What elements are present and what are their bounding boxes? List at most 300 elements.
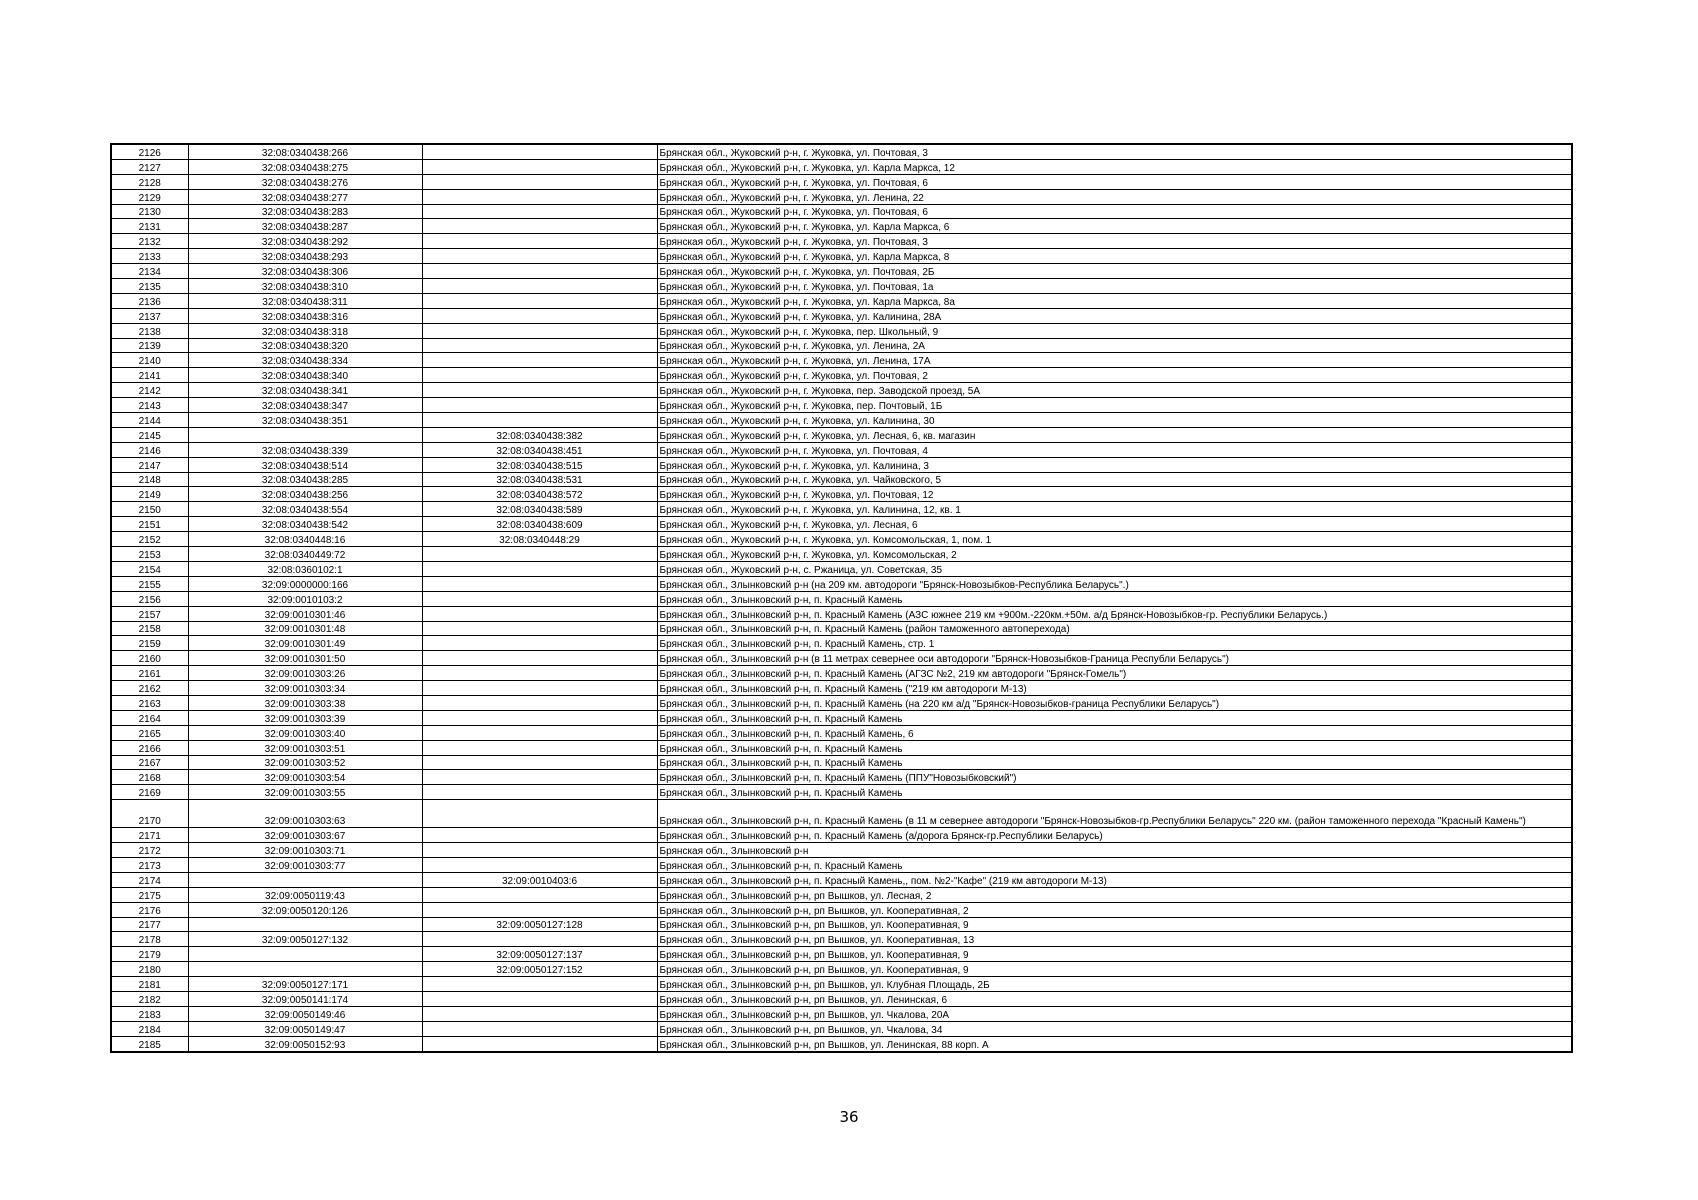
cadastral-number-cell: 32:08:0340438:347 <box>188 398 422 413</box>
linked-cadastral-number-cell <box>422 695 657 710</box>
linked-cadastral-number-cell: 32:09:0050127:152 <box>422 962 657 977</box>
linked-cadastral-number-cell: 32:09:0050127:137 <box>422 947 657 962</box>
address-cell: Брянская обл., Злынковский р-н, п. Красный Камень <box>657 755 1572 770</box>
row-number-cell: 2143 <box>111 398 188 413</box>
row-number-cell: 2154 <box>111 561 188 576</box>
table-row <box>111 681 1572 696</box>
linked-cadastral-number-cell: 32:08:0340438:451 <box>422 442 657 457</box>
row-number-cell: 2137 <box>111 308 188 323</box>
linked-cadastral-number-cell <box>422 932 657 947</box>
table-row <box>111 457 1572 472</box>
cadastral-number-cell: 32:08:0340438:340 <box>188 368 422 383</box>
table-row <box>111 843 1572 858</box>
row-number-cell: 2132 <box>111 234 188 249</box>
address-cell: Брянская обл., Жуковский р-н, г. Жуковка, ул. Карла Маркса, 12 <box>657 159 1572 174</box>
row-number-cell: 2159 <box>111 636 188 651</box>
linked-cadastral-number-cell <box>422 323 657 338</box>
row-number-cell: 2135 <box>111 279 188 294</box>
address-cell: Брянская обл., Злынковский р-н, рп Вышков, ул. Кооперативная, 13 <box>657 932 1572 947</box>
table-row <box>111 264 1572 279</box>
linked-cadastral-number-cell <box>422 725 657 740</box>
address-cell: Брянская обл., Жуковский р-н, г. Жуковка, пер. Школьный, 9 <box>657 323 1572 338</box>
row-number-cell: 2136 <box>111 293 188 308</box>
table-row <box>111 219 1572 234</box>
table-row <box>111 189 1572 204</box>
address-cell: Брянская обл., Злынковский р-н (на 209 км. автодороги "Брянск-Новозыбков-Республика Беларусь".) <box>657 576 1572 591</box>
linked-cadastral-number-cell <box>422 902 657 917</box>
document-table-container <box>110 143 1571 1053</box>
cadastral-number-cell: 32:09:0010303:26 <box>188 666 422 681</box>
row-number-cell: 2152 <box>111 532 188 547</box>
table-row <box>111 427 1572 442</box>
table-row <box>111 1006 1572 1021</box>
table-row <box>111 902 1572 917</box>
linked-cadastral-number-cell: 32:08:0340438:382 <box>422 427 657 442</box>
table-row <box>111 991 1572 1006</box>
cadastral-number-cell: 32:09:0010303:55 <box>188 785 422 800</box>
table-row <box>111 383 1572 398</box>
table-row <box>111 249 1572 264</box>
address-cell: Брянская обл., Злынковский р-н, п. Красный Камень <box>657 740 1572 755</box>
row-number-cell: 2144 <box>111 413 188 428</box>
cadastral-number-cell: 32:08:0340438:293 <box>188 249 422 264</box>
table-row <box>111 293 1572 308</box>
linked-cadastral-number-cell <box>422 606 657 621</box>
cadastral-number-cell <box>188 962 422 977</box>
address-cell: Брянская обл., Жуковский р-н, г. Жуковка, ул. Комсомольская, 2 <box>657 547 1572 562</box>
address-cell: Брянская обл., Злынковский р-н, п. Красный Камень (а/дорога Брянск-гр.Республики Беларусь) <box>657 828 1572 843</box>
row-number-cell: 2127 <box>111 159 188 174</box>
row-number-cell: 2145 <box>111 427 188 442</box>
table-row <box>111 398 1572 413</box>
table-row <box>111 487 1572 502</box>
address-cell: Брянская обл., Жуковский р-н, г. Жуковка, ул. Почтовая, 3 <box>657 234 1572 249</box>
linked-cadastral-number-cell <box>422 740 657 755</box>
address-cell: Брянская обл., Злынковский р-н, рп Вышков, ул. Кооперативная, 9 <box>657 947 1572 962</box>
address-cell: Брянская обл., Злынковский р-н, п. Красный Камень (на 220 км а/д "Брянск-Новозыбков-граница Республики Беларусь") <box>657 695 1572 710</box>
linked-cadastral-number-cell <box>422 219 657 234</box>
row-number-cell: 2180 <box>111 962 188 977</box>
cadastral-number-cell: 32:08:0340438:311 <box>188 293 422 308</box>
linked-cadastral-number-cell <box>422 755 657 770</box>
linked-cadastral-number-cell: 32:08:0340448:29 <box>422 532 657 547</box>
linked-cadastral-number-cell <box>422 887 657 902</box>
cadastral-number-cell: 32:09:0010301:50 <box>188 651 422 666</box>
table-row <box>111 666 1572 681</box>
address-cell: Брянская обл., Злынковский р-н, рп Вышков, ул. Кооперативная, 9 <box>657 917 1572 932</box>
cadastral-number-cell: 32:09:0010303:34 <box>188 681 422 696</box>
address-cell: Брянская обл., Жуковский р-н, г. Жуковка, ул. Калинина, 28А <box>657 308 1572 323</box>
address-cell: Брянская обл., Злынковский р-н, п. Красный Камень <box>657 785 1572 800</box>
cadastral-number-cell: 32:09:0050149:46 <box>188 1006 422 1021</box>
address-cell: Брянская обл., Злынковский р-н, рп Вышков, ул. Лесная, 2 <box>657 887 1572 902</box>
table-row <box>111 279 1572 294</box>
row-number-cell: 2141 <box>111 368 188 383</box>
cadastral-table <box>110 143 1573 1053</box>
linked-cadastral-number-cell <box>422 249 657 264</box>
address-cell: Брянская обл., Злынковский р-н, рп Вышков, ул. Чкалова, 34 <box>657 1021 1572 1036</box>
linked-cadastral-number-cell <box>422 843 657 858</box>
linked-cadastral-number-cell <box>422 785 657 800</box>
cadastral-number-cell: 32:08:0340438:256 <box>188 487 422 502</box>
table-row <box>111 204 1572 219</box>
cadastral-number-cell: 32:08:0340438:320 <box>188 338 422 353</box>
linked-cadastral-number-cell <box>422 547 657 562</box>
row-number-cell: 2155 <box>111 576 188 591</box>
table-row <box>111 887 1572 902</box>
address-cell: Брянская обл., Жуковский р-н, г. Жуковка, ул. Почтовая, 2 <box>657 368 1572 383</box>
address-cell: Брянская обл., Злынковский р-н, рп Вышков, ул. Кооперативная, 9 <box>657 962 1572 977</box>
row-number-cell: 2162 <box>111 681 188 696</box>
table-row <box>111 962 1572 977</box>
linked-cadastral-number-cell <box>422 279 657 294</box>
table-row <box>111 651 1572 666</box>
table-row <box>111 770 1572 785</box>
table-row <box>111 413 1572 428</box>
linked-cadastral-number-cell <box>422 666 657 681</box>
address-cell: Брянская обл., Жуковский р-н, г. Жуковка, ул. Почтовая, 6 <box>657 204 1572 219</box>
table-row <box>111 532 1572 547</box>
cadastral-number-cell: 32:08:0340438:285 <box>188 472 422 487</box>
cadastral-number-cell <box>188 427 422 442</box>
row-number-cell: 2157 <box>111 606 188 621</box>
linked-cadastral-number-cell <box>422 591 657 606</box>
cadastral-number-cell: 32:09:0010303:38 <box>188 695 422 710</box>
cadastral-number-cell: 32:09:0010303:52 <box>188 755 422 770</box>
cadastral-number-cell: 32:09:0050149:47 <box>188 1021 422 1036</box>
cadastral-number-cell: 32:08:0340438:306 <box>188 264 422 279</box>
cadastral-number-cell: 32:09:0050127:171 <box>188 977 422 992</box>
cadastral-number-cell: 32:09:0010303:77 <box>188 857 422 872</box>
table-row <box>111 308 1572 323</box>
table-row <box>111 442 1572 457</box>
address-cell: Брянская обл., Злынковский р-н, п. Красный Камень ("219 км автодороги М-13) <box>657 681 1572 696</box>
row-number-cell: 2182 <box>111 991 188 1006</box>
address-cell: Брянская обл., Жуковский р-н, г. Жуковка, ул. Чайковского, 5 <box>657 472 1572 487</box>
table-row <box>111 561 1572 576</box>
address-cell: Брянская обл., Жуковский р-н, г. Жуковка, ул. Ленина, 2А <box>657 338 1572 353</box>
linked-cadastral-number-cell <box>422 828 657 843</box>
cadastral-number-cell: 32:09:0010303:40 <box>188 725 422 740</box>
table-row <box>111 159 1572 174</box>
address-cell: Брянская обл., Жуковский р-н, г. Жуковка, ул. Ленина, 22 <box>657 189 1572 204</box>
table-row <box>111 947 1572 962</box>
linked-cadastral-number-cell <box>422 174 657 189</box>
address-cell: Брянская обл., Жуковский р-н, г. Жуковка, ул. Почтовая, 12 <box>657 487 1572 502</box>
row-number-cell: 2133 <box>111 249 188 264</box>
linked-cadastral-number-cell: 32:08:0340438:531 <box>422 472 657 487</box>
cadastral-number-cell: 32:09:0010303:71 <box>188 843 422 858</box>
table-row <box>111 932 1572 947</box>
address-cell: Брянская обл., Злынковский р-н, п. Красный Камень <box>657 857 1572 872</box>
address-cell: Брянская обл., Жуковский р-н, г. Жуковка, ул. Почтовая, 2Б <box>657 264 1572 279</box>
cadastral-number-cell: 32:09:0050152:93 <box>188 1036 422 1051</box>
row-number-cell: 2172 <box>111 843 188 858</box>
address-cell: Брянская обл., Злынковский р-н, п. Красный Камень (ППУ"Новозыбковский") <box>657 770 1572 785</box>
table-row <box>111 144 1572 159</box>
table-row <box>111 695 1572 710</box>
row-number-cell: 2168 <box>111 770 188 785</box>
table-row <box>111 725 1572 740</box>
address-cell: Брянская обл., Злынковский р-н, п. Красный Камень, 6 <box>657 725 1572 740</box>
address-cell: Брянская обл., Жуковский р-н, г. Жуковка, ул. Карла Маркса, 6 <box>657 219 1572 234</box>
linked-cadastral-number-cell <box>422 710 657 725</box>
cadastral-number-cell: 32:09:0010301:46 <box>188 606 422 621</box>
linked-cadastral-number-cell <box>422 800 657 828</box>
row-number-cell: 2128 <box>111 174 188 189</box>
cadastral-number-cell: 32:08:0340438:316 <box>188 308 422 323</box>
cadastral-number-cell: 32:08:0340438:339 <box>188 442 422 457</box>
table-row <box>111 1036 1572 1051</box>
table-row <box>111 472 1572 487</box>
cadastral-number-cell: 32:08:0340438:554 <box>188 502 422 517</box>
table-row <box>111 755 1572 770</box>
row-number-cell: 2185 <box>111 1036 188 1051</box>
cadastral-number-cell: 32:08:0340438:287 <box>188 219 422 234</box>
linked-cadastral-number-cell <box>422 681 657 696</box>
table-row <box>111 785 1572 800</box>
row-number-cell: 2165 <box>111 725 188 740</box>
linked-cadastral-number-cell: 32:08:0340438:572 <box>422 487 657 502</box>
address-cell: Брянская обл., Злынковский р-н, рп Вышков, ул. Кооперативная, 2 <box>657 902 1572 917</box>
cadastral-number-cell: 32:08:0340448:16 <box>188 532 422 547</box>
address-cell: Брянская обл., Жуковский р-н, г. Жуковка, пер. Заводской проезд, 5А <box>657 383 1572 398</box>
table-row <box>111 606 1572 621</box>
address-cell: Брянская обл., Злынковский р-н, рп Вышков, ул. Ленинская, 88 корп. А <box>657 1036 1572 1051</box>
linked-cadastral-number-cell <box>422 857 657 872</box>
row-number-cell: 2130 <box>111 204 188 219</box>
cadastral-number-cell: 32:09:0050127:132 <box>188 932 422 947</box>
cadastral-number-cell: 32:09:0010303:39 <box>188 710 422 725</box>
address-cell: Брянская обл., Жуковский р-н, г. Жуковка, ул. Калинина, 3 <box>657 457 1572 472</box>
table-row <box>111 174 1572 189</box>
cadastral-number-cell: 32:09:0010303:51 <box>188 740 422 755</box>
cadastral-number-cell: 32:08:0340438:310 <box>188 279 422 294</box>
address-cell: Брянская обл., Злынковский р-н, рп Вышков, ул. Клубная Площадь, 2Б <box>657 977 1572 992</box>
cadastral-number-cell: 32:09:0050120:126 <box>188 902 422 917</box>
linked-cadastral-number-cell <box>422 576 657 591</box>
linked-cadastral-number-cell <box>422 621 657 636</box>
row-number-cell: 2177 <box>111 917 188 932</box>
row-number-cell: 2156 <box>111 591 188 606</box>
row-number-cell: 2166 <box>111 740 188 755</box>
table-row <box>111 872 1572 887</box>
linked-cadastral-number-cell <box>422 204 657 219</box>
row-number-cell: 2142 <box>111 383 188 398</box>
address-cell: Брянская обл., Злынковский р-н, п. Красный Камень <box>657 591 1572 606</box>
row-number-cell: 2131 <box>111 219 188 234</box>
table-row <box>111 502 1572 517</box>
table-row <box>111 621 1572 636</box>
row-number-cell: 2184 <box>111 1021 188 1036</box>
linked-cadastral-number-cell <box>422 338 657 353</box>
cadastral-number-cell: 32:08:0340438:514 <box>188 457 422 472</box>
linked-cadastral-number-cell <box>422 991 657 1006</box>
address-cell: Брянская обл., Злынковский р-н, п. Красный Камень (район таможенного автоперехода) <box>657 621 1572 636</box>
address-cell: Брянская обл., Злынковский р-н <box>657 843 1572 858</box>
table-row <box>111 234 1572 249</box>
address-cell: Брянская обл., Злынковский р-н, п. Красный Камень,, пом. №2-"Кафе" (219 км автодороги М-13) <box>657 872 1572 887</box>
address-cell: Брянская обл., Жуковский р-н, г. Жуковка, ул. Почтовая, 1а <box>657 279 1572 294</box>
cadastral-number-cell: 32:09:0000000:166 <box>188 576 422 591</box>
linked-cadastral-number-cell <box>422 368 657 383</box>
cadastral-number-cell: 32:09:0050119:43 <box>188 887 422 902</box>
cadastral-number-cell: 32:09:0010301:49 <box>188 636 422 651</box>
address-cell: Брянская обл., Злынковский р-н, п. Красный Камень (в 11 м севернее автодороги "Брянск-Новозыбков-гр.Республики Беларусь" 220 км. (район таможенного перехода "Красный Камень") <box>657 800 1572 828</box>
cadastral-number-cell: 32:09:0010303:67 <box>188 828 422 843</box>
address-cell: Брянская обл., Злынковский р-н, рп Вышков, ул. Ленинская, 6 <box>657 991 1572 1006</box>
cadastral-number-cell: 32:08:0340438:351 <box>188 413 422 428</box>
row-number-cell: 2151 <box>111 517 188 532</box>
cadastral-number-cell: 32:08:0340438:341 <box>188 383 422 398</box>
table-row <box>111 740 1572 755</box>
cadastral-number-cell: 32:09:0050141:174 <box>188 991 422 1006</box>
cadastral-number-cell: 32:09:0010303:63 <box>188 800 422 828</box>
linked-cadastral-number-cell <box>422 159 657 174</box>
table-row <box>111 800 1572 828</box>
address-cell: Брянская обл., Злынковский р-н, п. Красный Камень <box>657 710 1572 725</box>
linked-cadastral-number-cell <box>422 293 657 308</box>
table-row <box>111 828 1572 843</box>
row-number-cell: 2176 <box>111 902 188 917</box>
row-number-cell: 2174 <box>111 872 188 887</box>
cadastral-number-cell: 32:08:0340449:72 <box>188 547 422 562</box>
row-number-cell: 2147 <box>111 457 188 472</box>
row-number-cell: 2138 <box>111 323 188 338</box>
row-number-cell: 2181 <box>111 977 188 992</box>
cadastral-number-cell <box>188 872 422 887</box>
linked-cadastral-number-cell <box>422 353 657 368</box>
linked-cadastral-number-cell <box>422 234 657 249</box>
row-number-cell: 2149 <box>111 487 188 502</box>
cadastral-number-cell: 32:08:0340438:292 <box>188 234 422 249</box>
cadastral-number-cell: 32:08:0340438:542 <box>188 517 422 532</box>
linked-cadastral-number-cell <box>422 308 657 323</box>
row-number-cell: 2167 <box>111 755 188 770</box>
row-number-cell: 2153 <box>111 547 188 562</box>
row-number-cell: 2126 <box>111 144 188 159</box>
cadastral-number-cell: 32:09:0010103:2 <box>188 591 422 606</box>
address-cell: Брянская обл., Жуковский р-н, г. Жуковка, ул. Комсомольская, 1, пом. 1 <box>657 532 1572 547</box>
table-row <box>111 323 1572 338</box>
row-number-cell: 2134 <box>111 264 188 279</box>
table-row <box>111 917 1572 932</box>
table-row <box>111 591 1572 606</box>
table-row <box>111 368 1572 383</box>
address-cell: Брянская обл., Жуковский р-н, г. Жуковка, ул. Лесная, 6, кв. магазин <box>657 427 1572 442</box>
row-number-cell: 2179 <box>111 947 188 962</box>
cadastral-number-cell: 32:08:0340438:276 <box>188 174 422 189</box>
linked-cadastral-number-cell <box>422 1021 657 1036</box>
address-cell: Брянская обл., Злынковский р-н, п. Красный Камень, стр. 1 <box>657 636 1572 651</box>
linked-cadastral-number-cell: 32:08:0340438:589 <box>422 502 657 517</box>
address-cell: Брянская обл., Жуковский р-н, г. Жуковка, ул. Почтовая, 3 <box>657 144 1572 159</box>
linked-cadastral-number-cell <box>422 977 657 992</box>
address-cell: Брянская обл., Жуковский р-н, г. Жуковка, ул. Калинина, 30 <box>657 413 1572 428</box>
row-number-cell: 2139 <box>111 338 188 353</box>
linked-cadastral-number-cell: 32:08:0340438:609 <box>422 517 657 532</box>
table-row <box>111 517 1572 532</box>
table-body <box>111 144 1572 1052</box>
cadastral-number-cell: 32:08:0340438:275 <box>188 159 422 174</box>
row-number-cell: 2178 <box>111 932 188 947</box>
address-cell: Брянская обл., Жуковский р-н, г. Жуковка, ул. Лесная, 6 <box>657 517 1572 532</box>
address-cell: Брянская обл., Злынковский р-н, п. Красный Камень (АЗС южнее 219 км +900м.-220км.+50м. а/д Брянск-Новозыбков-гр. Республики Беларусь.) <box>657 606 1572 621</box>
linked-cadastral-number-cell <box>422 1036 657 1051</box>
address-cell: Брянская обл., Жуковский р-н, г. Жуковка, ул. Почтовая, 4 <box>657 442 1572 457</box>
linked-cadastral-number-cell: 32:09:0050127:128 <box>422 917 657 932</box>
row-number-cell: 2183 <box>111 1006 188 1021</box>
row-number-cell: 2171 <box>111 828 188 843</box>
address-cell: Брянская обл., Жуковский р-н, г. Жуковка, ул. Карла Маркса, 8а <box>657 293 1572 308</box>
address-cell: Брянская обл., Жуковский р-н, г. Жуковка, ул. Почтовая, 6 <box>657 174 1572 189</box>
row-number-cell: 2146 <box>111 442 188 457</box>
table-row <box>111 353 1572 368</box>
row-number-cell: 2164 <box>111 710 188 725</box>
row-number-cell: 2173 <box>111 857 188 872</box>
cadastral-number-cell: 32:09:0010303:54 <box>188 770 422 785</box>
row-number-cell: 2150 <box>111 502 188 517</box>
row-number-cell: 2169 <box>111 785 188 800</box>
table-row <box>111 857 1572 872</box>
cadastral-number-cell: 32:09:0010301:48 <box>188 621 422 636</box>
table-row <box>111 710 1572 725</box>
table-row <box>111 977 1572 992</box>
address-cell: Брянская обл., Жуковский р-н, г. Жуковка, ул. Ленина, 17А <box>657 353 1572 368</box>
address-cell: Брянская обл., Злынковский р-н, рп Вышков, ул. Чкалова, 20А <box>657 1006 1572 1021</box>
cadastral-number-cell: 32:08:0340438:334 <box>188 353 422 368</box>
address-cell: Брянская обл., Злынковский р-н (в 11 метрах севернее оси автодороги "Брянск-Новозыбков-Граница Республи Беларусь") <box>657 651 1572 666</box>
linked-cadastral-number-cell <box>422 398 657 413</box>
linked-cadastral-number-cell <box>422 1006 657 1021</box>
row-number-cell: 2160 <box>111 651 188 666</box>
row-number-cell: 2163 <box>111 695 188 710</box>
row-number-cell: 2175 <box>111 887 188 902</box>
linked-cadastral-number-cell <box>422 189 657 204</box>
linked-cadastral-number-cell: 32:09:0010403:6 <box>422 872 657 887</box>
linked-cadastral-number-cell <box>422 636 657 651</box>
row-number-cell: 2148 <box>111 472 188 487</box>
linked-cadastral-number-cell <box>422 144 657 159</box>
table-row <box>111 547 1572 562</box>
table-row <box>111 1021 1572 1036</box>
row-number-cell: 2161 <box>111 666 188 681</box>
page-number: 36 <box>839 1108 859 1126</box>
cadastral-number-cell <box>188 947 422 962</box>
row-number-cell: 2158 <box>111 621 188 636</box>
cadastral-number-cell: 32:08:0340438:266 <box>188 144 422 159</box>
address-cell: Брянская обл., Жуковский р-н, г. Жуковка, ул. Калинина, 12, кв. 1 <box>657 502 1572 517</box>
address-cell: Брянская обл., Злынковский р-н, п. Красный Камень (АГЗС №2, 219 км автодороги "Брянск-Гомель") <box>657 666 1572 681</box>
linked-cadastral-number-cell <box>422 561 657 576</box>
linked-cadastral-number-cell <box>422 770 657 785</box>
address-cell: Брянская обл., Жуковский р-н, г. Жуковка, ул. Карла Маркса, 8 <box>657 249 1572 264</box>
address-cell: Брянская обл., Жуковский р-н, г. Жуковка, пер. Почтовый, 1Б <box>657 398 1572 413</box>
linked-cadastral-number-cell <box>422 264 657 279</box>
cadastral-number-cell: 32:08:0340438:277 <box>188 189 422 204</box>
table-row <box>111 636 1572 651</box>
row-number-cell: 2129 <box>111 189 188 204</box>
cadastral-number-cell: 32:08:0340438:318 <box>188 323 422 338</box>
table-row <box>111 576 1572 591</box>
cadastral-number-cell <box>188 917 422 932</box>
row-number-cell: 2140 <box>111 353 188 368</box>
table-row <box>111 338 1572 353</box>
linked-cadastral-number-cell <box>422 413 657 428</box>
address-cell: Брянская обл., Жуковский р-н, с. Ржаница, ул. Советская, 35 <box>657 561 1572 576</box>
cadastral-number-cell: 32:08:0360102:1 <box>188 561 422 576</box>
row-number-cell: 2170 <box>111 800 188 828</box>
